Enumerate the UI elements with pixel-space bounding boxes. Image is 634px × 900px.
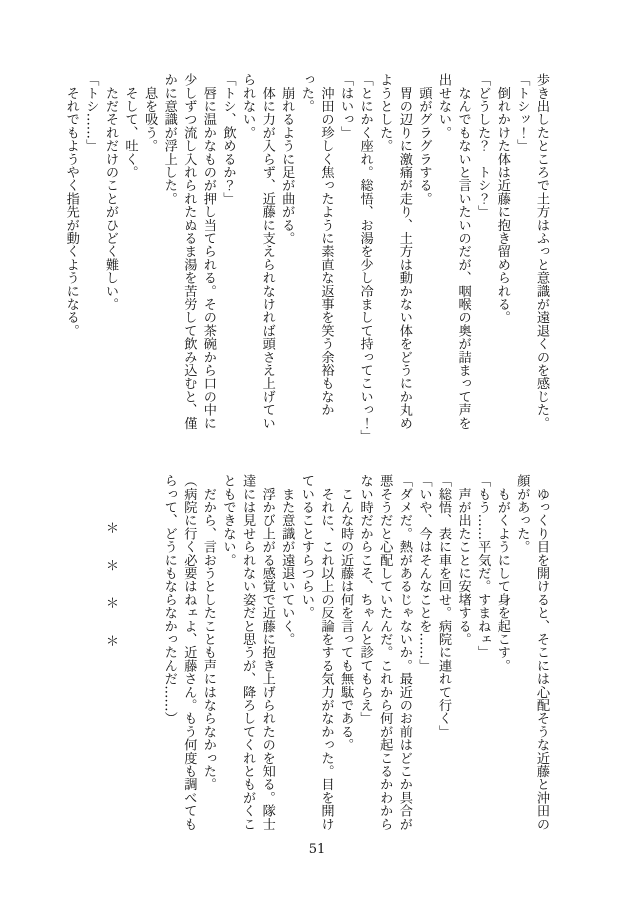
upper-tier-line: 倒れかけた体は近藤に抱き留められる。 xyxy=(494,73,510,324)
upper-tier-line: 「どうした？ トシ？」 xyxy=(475,73,491,219)
lower-tier xyxy=(100,474,551,854)
lower-tier-line: 悪そうだと心配していたんだ。これから何が起こるかわから xyxy=(377,474,393,831)
lower-tier-line: もがくようにして身を起こす。 xyxy=(494,474,510,672)
upper-tier-line: 崩れるように足が曲がる。 xyxy=(279,73,295,245)
lower-tier-line: ない時だからこそ、ちゃんと診てもらえ」 xyxy=(357,474,373,725)
lower-tier-line: ゆっくり目を開けると、そこには心配そうな近藤と沖田の xyxy=(534,474,549,831)
lower-tier-line: 「総悟、表に車を回せ。病院に連れて行く」 xyxy=(436,474,452,738)
upper-tier xyxy=(61,73,551,453)
upper-tier-line: それでもようやく指先が動くようになる。 xyxy=(63,73,79,337)
lower-tier-line: 浮かび上がる感覚で近藤に抱き上げられたのを知る。隊士 xyxy=(259,474,275,831)
lower-tier-line: ともできない。 xyxy=(220,474,236,567)
lower-tier-line: ていることすらつらい。 xyxy=(298,474,314,620)
lower-tier-line: それに、これ以上の反論をする気力がなかった。目を開け xyxy=(318,474,334,831)
lower-tier-line: 達には見せられない姿だと思うが、降ろしてくれともがくこ xyxy=(240,474,256,831)
section-break-asterisks: ＊ ＊ ＊ ＊ xyxy=(102,521,118,653)
lower-tier-line: 声が出たことに安堵する。 xyxy=(455,474,471,646)
upper-tier-line: 歩き出したところで土方はふっと意識が遠退くのを感じた。 xyxy=(534,73,549,430)
lower-tier-line: こんな時の近藤は何を言っても無駄である。 xyxy=(338,474,354,752)
lower-tier-line: 「いや、今はそんなことを……」 xyxy=(416,474,432,672)
upper-tier-line: 胃の辺りに激痛が走り、土方は動かない体をどうにか丸め xyxy=(396,73,412,430)
lower-tier-line: 顔があった。 xyxy=(514,474,530,554)
upper-tier-line: 頭がグラグラする。 xyxy=(416,73,432,205)
upper-tier-line: かに意識が浮上した。 xyxy=(161,73,177,205)
upper-tier-line: そして、吐く。 xyxy=(122,73,138,179)
lower-tier-line: 「ダメだ。熱があるじゃないか。最近のお前はどこか具合が xyxy=(396,474,412,831)
upper-tier-line: られない。 xyxy=(240,73,256,139)
upper-tier-line: なんでもないと言いたいのだが、咽喉の奥が詰まって声を xyxy=(455,73,471,430)
page-number: 51 xyxy=(308,842,326,857)
lower-tier-line: らって、どうにもならなかったんだ……） xyxy=(161,474,177,725)
upper-tier-line: 息を吸う。 xyxy=(142,73,158,153)
upper-tier-line: 「トシッ！」 xyxy=(514,73,530,153)
lower-tier-line: 「もう……平気だ。すまねェ」 xyxy=(475,474,491,659)
upper-tier-line: 唇に温かなものが押し当てられる。その茶碗から口の中に xyxy=(200,73,216,430)
upper-tier-line: 出せない。 xyxy=(436,73,452,139)
upper-tier-line: 「とにかく座れ。総悟、お湯を少し冷まして持ってこいっ！」 xyxy=(357,73,373,443)
upper-tier-line: 沖田の珍しく焦ったように素直な返事を笑う余裕もなか xyxy=(318,73,334,417)
upper-tier-line: 「トシ、飲めるか？」 xyxy=(220,73,236,205)
upper-tier-line: 「はいっ」 xyxy=(338,73,354,139)
upper-tier-line: った。 xyxy=(298,73,314,113)
upper-tier-line: 体に力が入らず、近藤に支えられなければ頭さえ上げてい xyxy=(259,73,275,430)
upper-tier-line: ただそれだけのことがひどく難しい。 xyxy=(102,73,118,311)
upper-tier-line: ようとした。 xyxy=(377,73,393,153)
upper-tier-line: 「トシ……」 xyxy=(83,73,99,153)
lower-tier-line: （病院に行く必要はねェよ、近藤さん。もう何度も調べても xyxy=(181,474,197,831)
lower-tier-line: だから、言おうとしたことも声にはならなかった。 xyxy=(200,474,216,791)
lower-tier-line: また意識が遠退いていく。 xyxy=(279,474,295,646)
upper-tier-line: 少しずつ流し入れられたぬるま湯を苦労して飲み込むと、僅 xyxy=(181,73,197,430)
